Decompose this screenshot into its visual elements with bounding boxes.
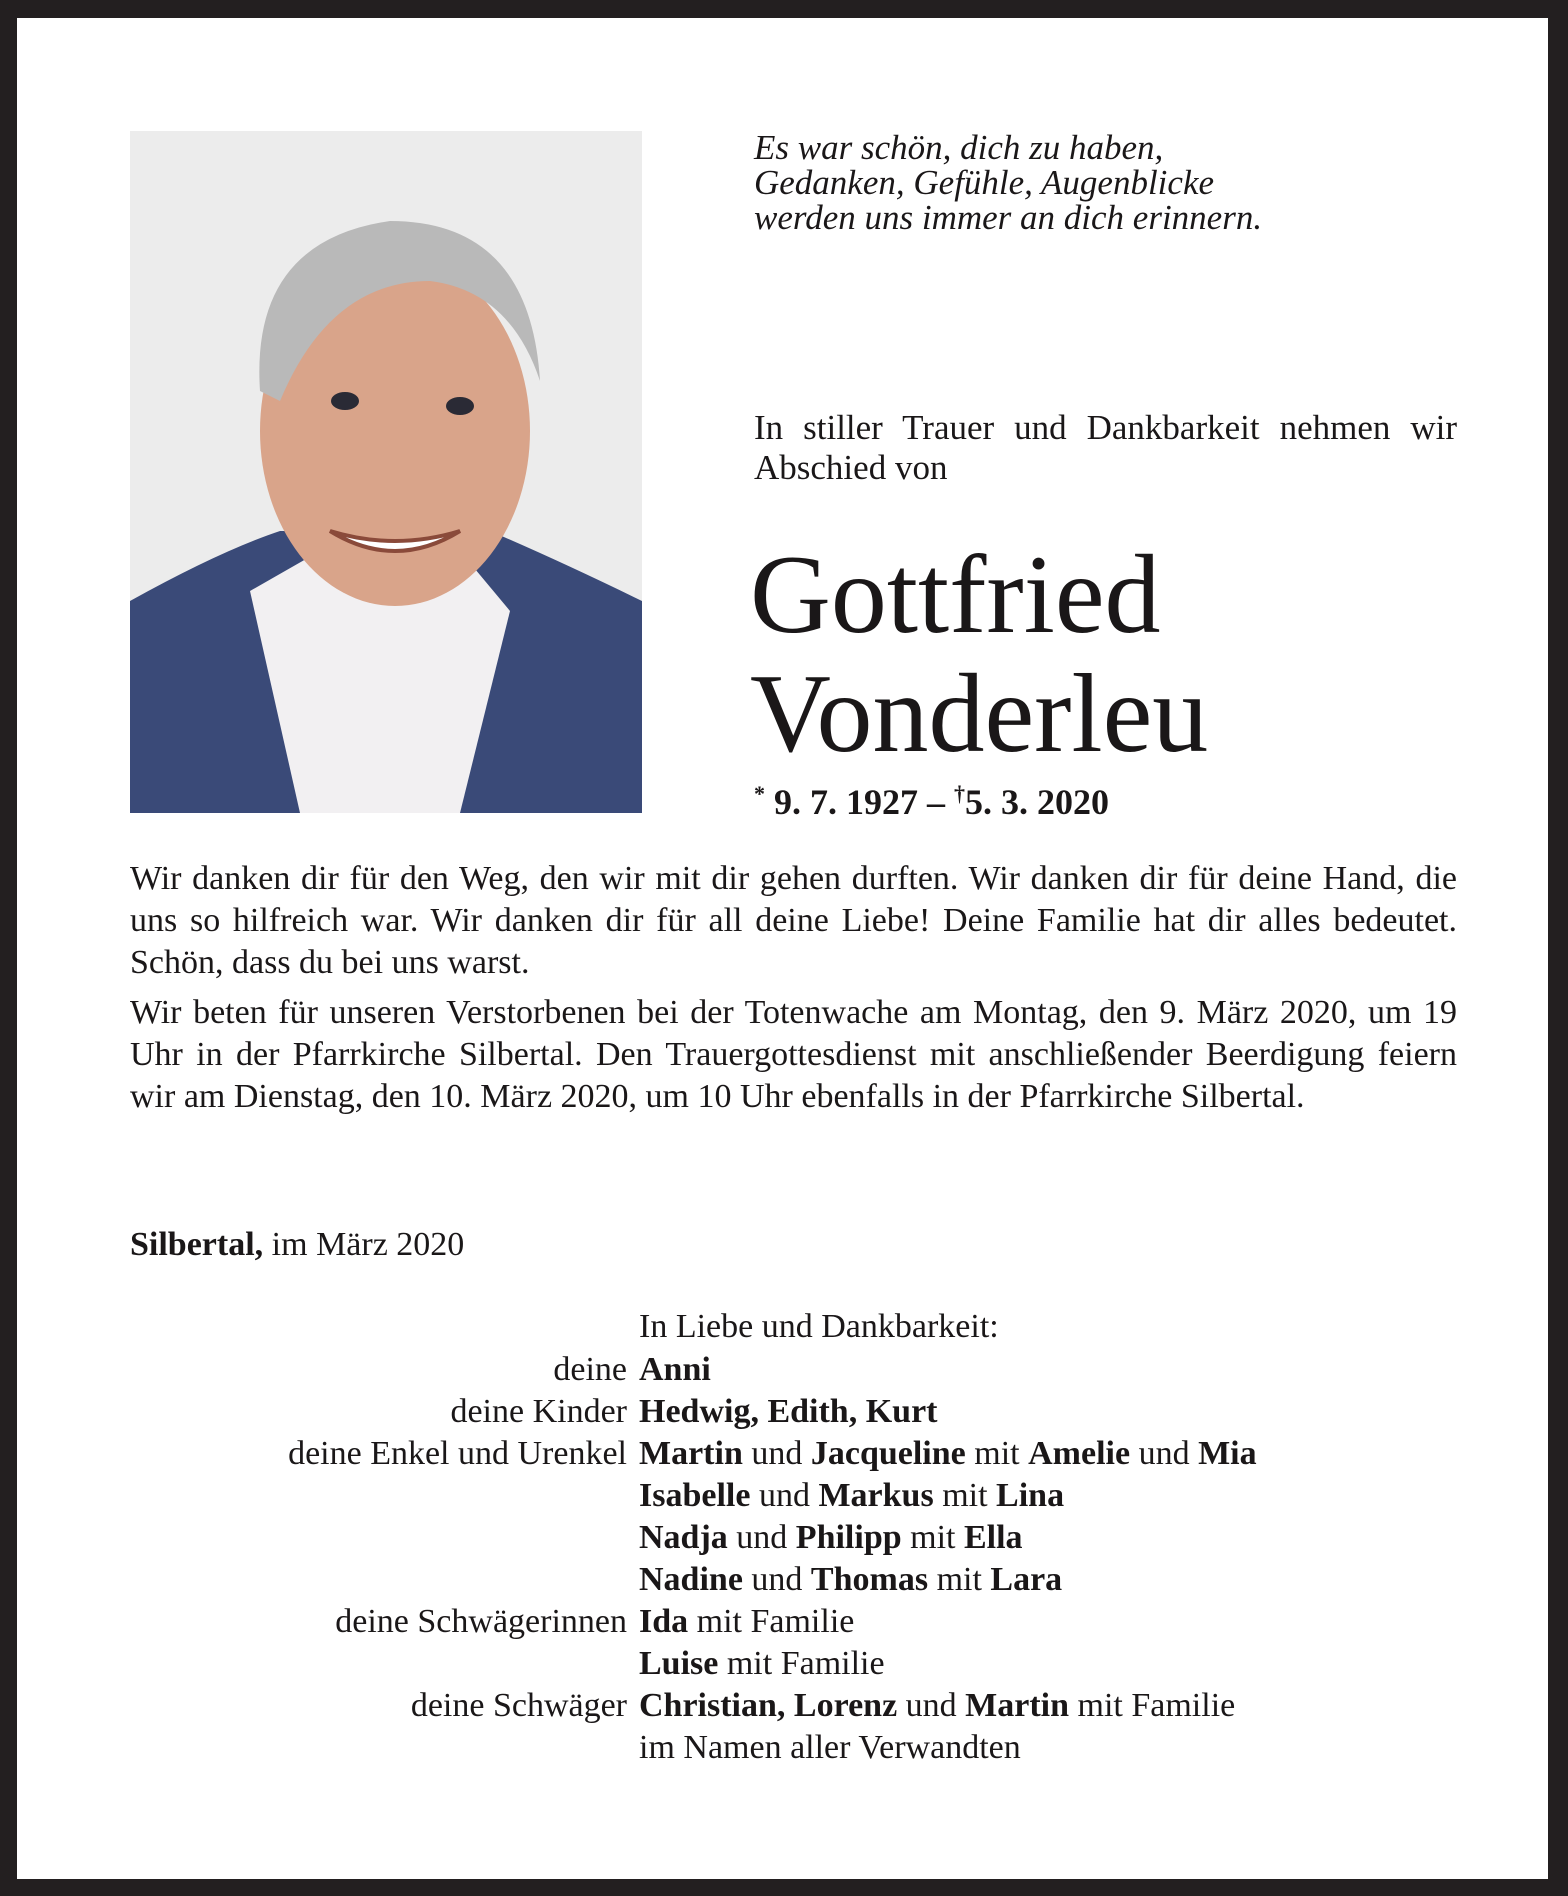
connector-text: und	[897, 1687, 966, 1724]
person-name: Nadja	[639, 1519, 728, 1556]
connector-text: mit	[965, 1435, 1029, 1472]
connector-text: mit	[901, 1519, 964, 1556]
person-name: Lina	[996, 1477, 1065, 1514]
person-name: Isabelle	[639, 1477, 751, 1514]
connector-text: und	[727, 1519, 796, 1556]
obituary-page	[17, 18, 1548, 1879]
person-name: Lara	[990, 1561, 1063, 1598]
connector-text: mit Familie	[1069, 1687, 1236, 1724]
mourner-names	[639, 1475, 1064, 1517]
person-name: Nadine	[639, 1561, 743, 1598]
mourner-names	[639, 1601, 854, 1643]
body-text	[130, 858, 1457, 1126]
connector-text: und	[750, 1477, 819, 1514]
relation-label: deine Schwäger	[410, 1687, 627, 1724]
relation-label: deine Kinder	[450, 1393, 627, 1430]
person-name: Luise	[639, 1645, 719, 1682]
birth-date: 9. 7. 1927	[774, 782, 918, 822]
person-name: Thomas	[810, 1561, 929, 1598]
quote-line: Es war schön, dich zu haben,	[754, 128, 1164, 167]
relation-label: deine Enkel und Urenkel	[288, 1435, 627, 1472]
connector-text: mit Familie	[688, 1603, 855, 1640]
intro-text: In stiller Trauer und Dankbarkeit nehmen wir Abschied von	[754, 408, 1457, 487]
mourner-names	[639, 1391, 937, 1433]
portrait-photo	[130, 131, 642, 813]
connector-text: und	[742, 1435, 811, 1472]
person-name: Christian, Lorenz	[639, 1687, 898, 1724]
last-name: Vonderleu	[750, 652, 1209, 776]
mourner-names	[639, 1517, 1023, 1559]
thanks-paragraph: Wir danken dir für den Weg, den wir mit dir gehen durften. Wir danken dir für deine Hand, die uns so hilfreich war. Wir danken dir für all deine Liebe! Deine Familie hat dir alles bedeutet. Schön, dass du bei uns warst.	[130, 860, 1457, 981]
person-name: Martin	[965, 1687, 1070, 1724]
person-name: Jacqueline	[810, 1435, 966, 1472]
person-name: Amelie	[1028, 1435, 1131, 1472]
person-name: Hedwig, Edith, Kurt	[639, 1393, 938, 1430]
relation-label: deine Schwägerinnen	[335, 1603, 627, 1640]
person-name: Philipp	[795, 1519, 902, 1556]
mourner-names	[639, 1433, 1257, 1475]
person-name: Ida	[639, 1603, 689, 1640]
mourner-names	[639, 1349, 711, 1391]
person-name: Markus	[818, 1477, 934, 1514]
connector-text: mit	[933, 1477, 997, 1514]
connector-text: im Namen aller Verwandten	[639, 1729, 1021, 1766]
town: Silbertal,	[130, 1226, 264, 1263]
connector-text: und	[742, 1561, 811, 1598]
mourner-names	[639, 1685, 1235, 1727]
person-name: Martin	[639, 1435, 743, 1472]
first-name: Gottfried	[750, 533, 1161, 657]
person-name: Ella	[963, 1519, 1023, 1556]
person-name: Mia	[1198, 1435, 1257, 1472]
memorial-quote	[754, 130, 1262, 235]
deceased-name	[750, 533, 1209, 776]
relation-label: deine	[553, 1351, 627, 1388]
service-paragraph: Wir beten für unseren Verstorbenen bei der Totenwache am Montag, den 9. März 2020, um 19 Uhr in der Pfarrkirche Silbertal. Den Trauergottesdienst mit anschließender Beerdigung feiern wir am Dienstag, den 10. März 2020, um 10 Uhr ebenfalls in der Pfarrkirche Silbertal.	[130, 994, 1457, 1115]
connector-text: und	[1130, 1435, 1199, 1472]
mourner-names	[639, 1559, 1062, 1601]
connector-text: mit Familie	[718, 1645, 885, 1682]
signoff: In Liebe und Dankbarkeit:	[639, 1308, 999, 1345]
quote-line: werden uns immer an dich erinnern.	[754, 198, 1263, 237]
birth-symbol: *	[754, 781, 765, 806]
mourner-names	[639, 1643, 885, 1685]
life-dates	[754, 781, 1109, 823]
mourner-names	[639, 1727, 1021, 1769]
date-separator: –	[918, 782, 954, 822]
person-name: Anni	[639, 1351, 711, 1388]
quote-line: Gedanken, Gefühle, Augenblicke	[754, 163, 1215, 202]
death-date: 5. 3. 2020	[965, 782, 1109, 822]
place-date	[130, 1226, 464, 1264]
connector-text: mit	[928, 1561, 991, 1598]
death-symbol: †	[954, 781, 965, 806]
month: im März 2020	[263, 1226, 465, 1263]
